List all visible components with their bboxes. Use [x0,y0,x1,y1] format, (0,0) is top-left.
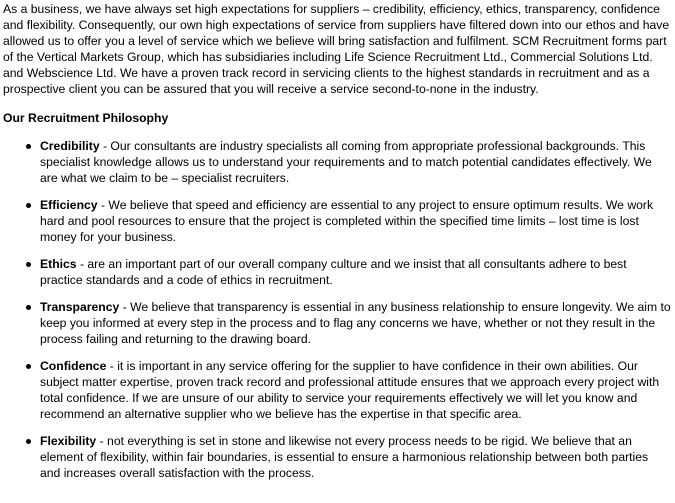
item-text: - We believe that transparency is essential in any business relationship to ensure longevity. We aim to keep you informed at every step in the process and to flag any concerns we have, whether or not they result in the process failing and returning to the drawing board. [40,300,671,346]
item-term: Flexibility [40,434,97,448]
item-text: - We believe that speed and efficiency are essential to any project to ensure optimum results. We work hard and pool resources to ensure that the project is completed within the specified time limits – lost time is lost money for your business. [40,198,654,244]
bullet-icon [26,144,31,149]
bullet-icon [26,305,31,310]
item-text: - it is important in any service offering for the supplier to have confidence in their own abilities. Our subject matter expertise, proven track record and professional attitude ensures that we approach every project with total confidence. If we are unsure of our ability to service your requirements effectively we will let you know and recommend an alternative supplier who we believe has the expertise in that specific area. [40,359,660,421]
item-text: - Our consultants are industry specialists all coming from appropriate professional backgrounds. This specialist knowledge allows us to understand your requirements and to match potential candidates effectively. We are what we claim to be – specialist recruiters. [40,139,652,185]
bullet-icon [26,364,31,369]
list-item-efficiency [40,197,671,245]
philosophy-list [3,138,671,481]
list-item-confidence [40,358,671,422]
item-term: Credibility [40,139,100,153]
list-item-flexibility [40,433,671,481]
bullet-icon [26,439,31,444]
section-heading: Our Recruitment Philosophy [3,111,169,125]
list-item-transparency [40,299,671,347]
list-item-credibility [40,138,671,186]
bullet-icon [26,262,31,267]
item-text: - not everything is set in stone and likewise not every process needs to be rigid. We believe that an element of flexibility, within fair boundaries, is essential to ensure a harmonious relationship between both parties and increases overall satisfaction with the process. [40,434,649,480]
item-term: Confidence [40,359,107,373]
list-item-ethics [40,256,671,288]
intro-paragraph: As a business, we have always set high expectations for suppliers – credibility, efficiency, ethics, transparency, confidence and flexibility. Consequently, our own high expectations of service from suppliers have filtered down into our ethos and have allowed us to offer you a level of service which we believe will bring satisfaction and fulfilment. SCM Recruitment forms part of the Vertical Markets Group, which has subsidiaries including Life Science Recruitment Ltd., Commercial Solutions Ltd. and Webscience Ltd. We have a proven track record in servicing clients to the highest standards in recruitment and as a prospective client you can be assured that you will receive a service second-to-none in the industry. [3,2,670,96]
item-term: Transparency [40,300,120,314]
bullet-icon [26,203,31,208]
item-term: Ethics [40,257,77,271]
item-term: Efficiency [40,198,98,212]
item-text: - are an important part of our overall company culture and we insist that all consultants adhere to best practice standards and a code of ethics in recruitment. [40,257,627,287]
